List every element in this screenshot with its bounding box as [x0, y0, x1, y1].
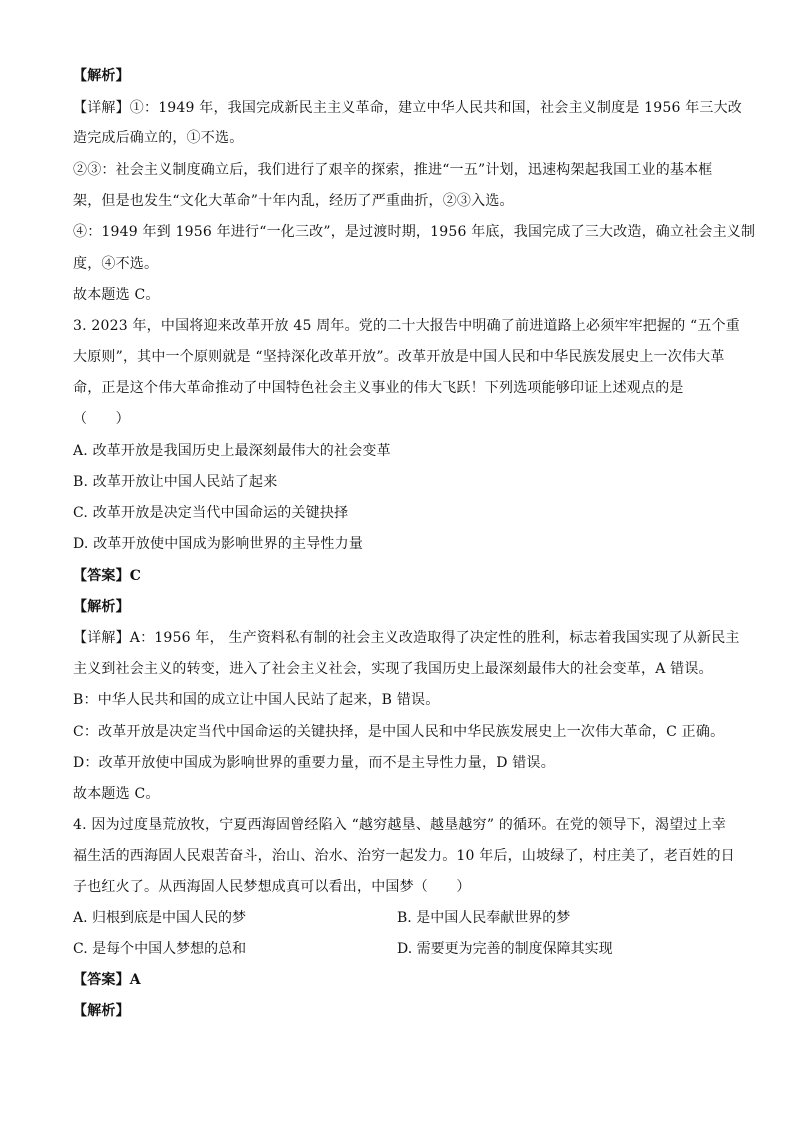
- conclusion-line: 故本题选 C。: [73, 287, 160, 303]
- question-3-detail-line: 【详解】A：1956 年， 生产资料私有制的社会主义改造取得了决定性的胜利，标志着我国实现了从新民主: [73, 630, 740, 646]
- question-4-answer: 【答案】A: [73, 972, 141, 988]
- question-4-stem: 福生活的西海固人民艰苦奋斗，治山、治水、治穷一起发力。10 年后，山坡绿了，村庄美了，老百姓的日: [73, 848, 735, 864]
- detail-line: 造完成后确立的，①不选。: [73, 130, 244, 146]
- question-4-stem: 4. 因为过度垦荒放牧，宁夏西海固曾经陷入 “越穷越垦、越垦越穷” 的循环。在党的领导下，渴望过上幸: [73, 817, 727, 833]
- question-3-option-d: D. 改革开放使中国成为影响世界的主导性力量: [73, 536, 364, 552]
- question-4-option-a: A. 归根到底是中国人民的梦: [73, 910, 247, 926]
- question-4-option-c: C. 是每个中国人梦想的总和: [73, 941, 247, 957]
- detail-line: ②③：社会主义制度确立后，我们进行了艰辛的探索，推进“一五”计划，迅速构架起我国工业的基本框: [73, 162, 713, 178]
- question-3-detail-line: D：改革开放使中国成为影响世界的重要力量，而不是主导性力量，D 错误。: [73, 755, 555, 771]
- question-3-detail-line: B：中华人民共和国的成立让中国人民站了起来，B 错误。: [73, 692, 440, 708]
- question-4-option-b: B. 是中国人民奉献世界的梦: [397, 910, 571, 926]
- question-4-stem: 子也红火了。从西海固人民梦想成真可以看出，中国梦（ ）: [73, 879, 471, 895]
- detail-line: 架，但是也发生“文化大革命”十年内乱，经历了严重曲折，②③入选。: [73, 193, 514, 209]
- question-4-option-d: D. 需要更为完善的制度保障其实现: [397, 941, 613, 957]
- question-3-stem: 大原则”，其中一个原则就是 “坚持深化改革开放”。改革开放是中国人民和中华民族发展史上一次伟大革: [73, 349, 725, 365]
- question-3-option-a: A. 改革开放是我国历史上最深刻最伟大的社会变革: [73, 443, 391, 459]
- question-3-detail-line: C：改革开放是决定当代中国命运的关键抉择，是中国人民和中华民族发展史上一次伟大革命，C 正确。: [73, 724, 725, 740]
- detail-line: 【详解】①：1949 年，我国完成新民主主义革命，建立中华人民共和国，社会主义制度是 1956 年三大改: [73, 100, 743, 116]
- detail-line: ④：1949 年到 1956 年进行“一化三改”，是过渡时期，1956 年底，我国完成了三大改造，确立社会主义制: [73, 224, 756, 240]
- question-4-analysis-heading: 【解析】: [73, 1003, 130, 1019]
- question-3-blank: （ ）: [73, 411, 130, 427]
- question-3-analysis-heading: 【解析】: [73, 599, 130, 615]
- question-3-stem: 3. 2023 年，中国将迎来改革开放 45 周年。党的二十大报告中明确了前进道路上必须牢牢把握的 “五个重: [73, 318, 741, 334]
- question-3-answer: 【答案】C: [73, 568, 142, 584]
- question-3-option-b: B. 改革开放让中国人民站了起来: [73, 474, 278, 490]
- question-3-option-c: C. 改革开放是决定当代中国命运的关键抉择: [73, 505, 349, 521]
- question-3-conclusion: 故本题选 C。: [73, 786, 160, 802]
- question-3-detail-line: 主义到社会主义的转变，进入了社会主义社会，实现了我国历史上最深刻最伟大的社会变革，A 错误。: [73, 661, 713, 677]
- question-3-stem: 命，正是这个伟大革命推动了中国特色社会主义事业的伟大飞跃！下列选项能够印证上述观点的是: [73, 380, 684, 396]
- analysis-heading: 【解析】: [73, 68, 130, 84]
- detail-line: 度，④不选。: [73, 256, 159, 272]
